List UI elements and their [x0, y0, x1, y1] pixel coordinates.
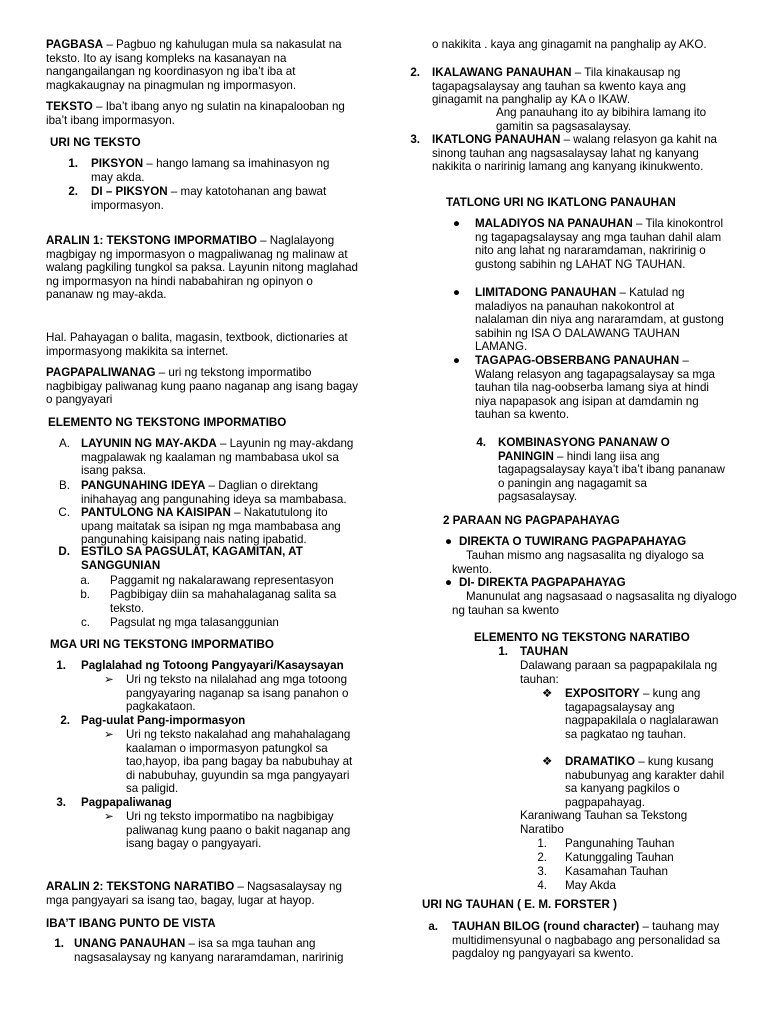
unang-panauhan-continued: o nakikita . kaya ang ginagamit na panghalip ay AKO. — [432, 38, 707, 51]
uri-ng-teksto-heading: URI NG TEKSTO — [50, 136, 141, 149]
arrow-bullet-icon: ➢ — [104, 810, 114, 823]
bullet-icon: ● — [445, 576, 453, 589]
term: PAGBASA — [46, 38, 104, 51]
karaniwang-tauhan-label: Karaniwang Tauhan sa Tekstong Naratibo — [520, 809, 688, 836]
aralin-2-paragraph: ARALIN 2: TEKSTONG NARATIBO – Nagsasalaysay ng mga pangyayari sa isang tao, bagay, lugar at hayop. — [46, 880, 342, 907]
mga-uri-heading: MGA URI NG TEKSTONG IMPORMATIBO — [50, 638, 274, 651]
bullet-icon: ● — [453, 286, 461, 299]
aralin-1-paragraph: ARALIN 1: TEKSTONG IMPORMATIBO – Naglalayong magbigay ng impormasyon o magpaliwanag ng malinaw at walang pagkiling tungkol sa paksa. Layunin nitong maglahad ng impormasyon na hindi nababahiran ng opinyon o pananaw ng may-akda. — [46, 234, 358, 302]
pagbasa-definition: PAGBASA – Pagbuo ng kahulugan mula sa nakasulat na teksto. Ito ay isang kompleks na kasanayan na nangangailangan ng koordinasyon ng iba’t iba at magkakaugnay na pinagmulan ng impormasyon. — [46, 38, 342, 92]
diamond-bullet-icon: ❖ — [542, 687, 553, 700]
elemento-impormatibo-heading: ELEMENTO NG TEKSTONG IMPORMATIBO — [48, 416, 287, 429]
document-page: PAGBASA – Pagbuo ng kahulugan mula sa nakasulat na teksto. Ito ay isang kompleks na kasanayan na nangangailangan ng koordinasyon ng iba’t iba at magkakaugnay na pinagmulan ng impormasyon. TEKSTO – Iba’t ibang anyo ng sulatin na kinapalooban ng iba’t ibang impormasyon. URI NG TEKSTO 1. PIKSYON – hango lamang sa imahinasyon ng may akda. 2. DI – PIKSYON – may katotohanan ang bawat impormasyon. ARALIN 1: TEKSTONG IMPORMATIBO – Naglalayong magbigay ng impormasyon o magpaliwanag ng malinaw at walang pagkiling tungkol sa paksa. Layunin nitong maglahad ng impormasyon na hindi nababahiran ng opinyon o pananaw ng may-akda. Hal. Pahayagan o balita, magasin, textbook, dictionaries at impormasyong makikita sa internet. PAGPAPALIWANAG – uri ng tekstong impormatibo nagbibigay paliwanag kung paano naganap ang isang bagay o pangyayari ELEMENTO NG TEKSTONG IMPORMATIBO A. LAYUNIN NG MAY-AKDA – Layunin ng may-akdang magpalawak ng kaalaman ng mambabasa ukol sa isang paksa. B. PANGUNAHING IDEYA – Daglian o direktang inihahayag ang pangunahing ideya sa mambabasa. C. PANTULONG NA KAISIPAN – Nakatutulong ito upang maitatak sa isipan ng mga mambabasa ang pangunahing kaisipang nais nating ipabatid. D. ESTILO SA PAGSULAT, KAGAMITAN, AT SANGGUNIAN a. Paggamit ng nakalarawang representasyon b. Pagbibigay diin sa mahahalaganag salita sa teksto. c. Pagsulat ng mga talasanggunian MGA URI NG TEKSTONG IMPORMATIBO 1. Paglalahad ng Totoong Pangyayari/Kasaysayan ➢ Uri ng teksto na nilalahad ang mga totoong pangyayaring naganap sa isang panahon o pagkakataon. 2. Pag-uulat Pang-impormasyon ➢ Uri ng teksto nakalahad ang mahahalagang kaalaman o impormasyon patungkol sa tao,hayop, iba pang bagay ba nabubuhay at di nabubuhay, guyundin sa mga pangyayari sa paligid. 3. Pagpapaliwanag ➢ Uri ng teksto impormatibo na nagbibigay paliwanag kung paano o bakit naganap ang isang bagay o pangyayari. ARALIN 2: TEKSTONG NARATIBO – Nagsasalaysay ng mga pangyayari sa isang tao, bagay, lugar at hayop. IBA’T IBANG PUNTO DE VISTA 1. UNANG PANAUHAN – isa sa mga tauhan ang nagsasalaysay ng kanyang nararamdaman, naririnig o nakikita . kaya ang ginagamit na panghalip ay AKO. 2. IKALAWANG PANAUHAN – Tila kinakausap ng tagapagsalaysay ang tauhan sa kwento kaya ang ginagamit na panghalip ay KA o IKAW. Ang panauhang ito ay bibihira lamang ito gamitin sa pagsasalaysay. 3. IKATLONG PANAUHAN – walang relasyon ga kahit na sinong tauhan ang nagsasalaysay lahat ng kanyang nakikita o naririnig lamang ang kanyang ikinukwento. TATLONG URI NG IKATLONG PANAUHAN ● MALADIYOS NA PANAUHAN – Tila kinokontrol ng tagapagsalaysay ang mga tauhan dahil alam nito ang lahat ng nararamdaman, nakririnig o gustong sabihin ng LAHAT NG TAUHAN. ● LIMITADONG PANAUHAN – Katulad ng maladiyos na panauhan nakokontrol at nalalaman din niya ang nararamdam, at gustong sabihin ng ISA O DALAWANG TAUHAN LAMANG. ● TAGAPAG-OBSERBANG PANAUHAN – Walang relasyon ang tagapagsalaysay sa mga tauhan tila nag-oobserba lamang siya at hindi niya napapasok ang isipan at damdamin ng tauhan sa kwento. 4. KOMBINASYONG PANANAW O PANINGIN – hindi lang iisa ang tagapagsalaysay kaya’t iba’t ibang pananaw o paningin ang nagagamit sa pagsasalaysay. 2 PARAAN NG PAGPAPAHAYAG ● DIREKTA O TUWIRANG PAGPAPAHAYAG Tauhan mismo ang nagsasalita ng diyalogo sa kwento. ● DI- DIREKTA PAGPAPAHAYAG Manunulat ang nagsasaad o nagsasalita ng diyalogo ng tauhan sa kwento ELEMENTO NG TEKSTONG NARATIBO 1. TAUHAN Dalawang paraan sa pagpapakilala ng tauhan: ❖ EXPOSITORY – kung ang tagapagsalaysay ang nagpapakilala o naglalarawan sa pagkatao ng tauhan. ❖ DRAMATIKO – kung kusang nabubunyag ang karakter dahil sa kanyang pagkilos o pagpapahayag. Karaniwang Tauhan sa Tekstong Naratibo 1. Pangunahing Tauhan 2. Katunggaling Tauhan 3. Kasamahan Tauhan 4. May Akda URI NG TAUHAN ( E. M. FORSTER ) a. TAUHAN BILOG (round character) – tauhang may multidimensyunal o nagbabago ang personalidad sa pagdaloy ng pangyayari sa kwento. — [0, 0, 768, 1024]
bullet-icon: ● — [453, 217, 461, 230]
arrow-bullet-icon: ➢ — [104, 673, 114, 686]
uri-ng-tauhan-heading: URI NG TAUHAN ( E. M. FORSTER ) — [422, 898, 617, 911]
paraan-pagpapahayag-heading: 2 PARAAN NG PAGPAPAHAYAG — [443, 514, 620, 527]
term: TEKSTO — [46, 100, 93, 113]
bullet-icon: ● — [445, 535, 453, 548]
ikalawang-panauhan-note: Ang panauhang ito ay bibihira lamang ito gamitin sa pagsasalaysay. — [496, 106, 707, 133]
elemento-naratibo-heading: ELEMENTO NG TEKSTONG NARATIBO — [474, 631, 690, 644]
tatlong-uri-heading: TATLONG URI NG IKATLONG PANAUHAN — [446, 196, 676, 209]
bullet-icon: ● — [453, 354, 461, 367]
halimbawa-paragraph: Hal. Pahayagan o balita, magasin, textbook, dictionaries at impormasyong makikita sa internet. — [46, 331, 348, 358]
pagpapaliwanag-definition: PAGPAPALIWANAG – uri ng tekstong impormatibo nagbibigay paliwanag kung paano naganap ang isang bagay o pangyayari — [46, 366, 359, 407]
teksto-definition: TEKSTO – Iba’t ibang anyo ng sulatin na kinapalooban ng iba’t ibang impormasyon. — [46, 100, 345, 127]
punto-de-vista-heading: IBA’T IBANG PUNTO DE VISTA — [46, 917, 216, 930]
diamond-bullet-icon: ❖ — [542, 755, 553, 768]
arrow-bullet-icon: ➢ — [104, 728, 114, 741]
